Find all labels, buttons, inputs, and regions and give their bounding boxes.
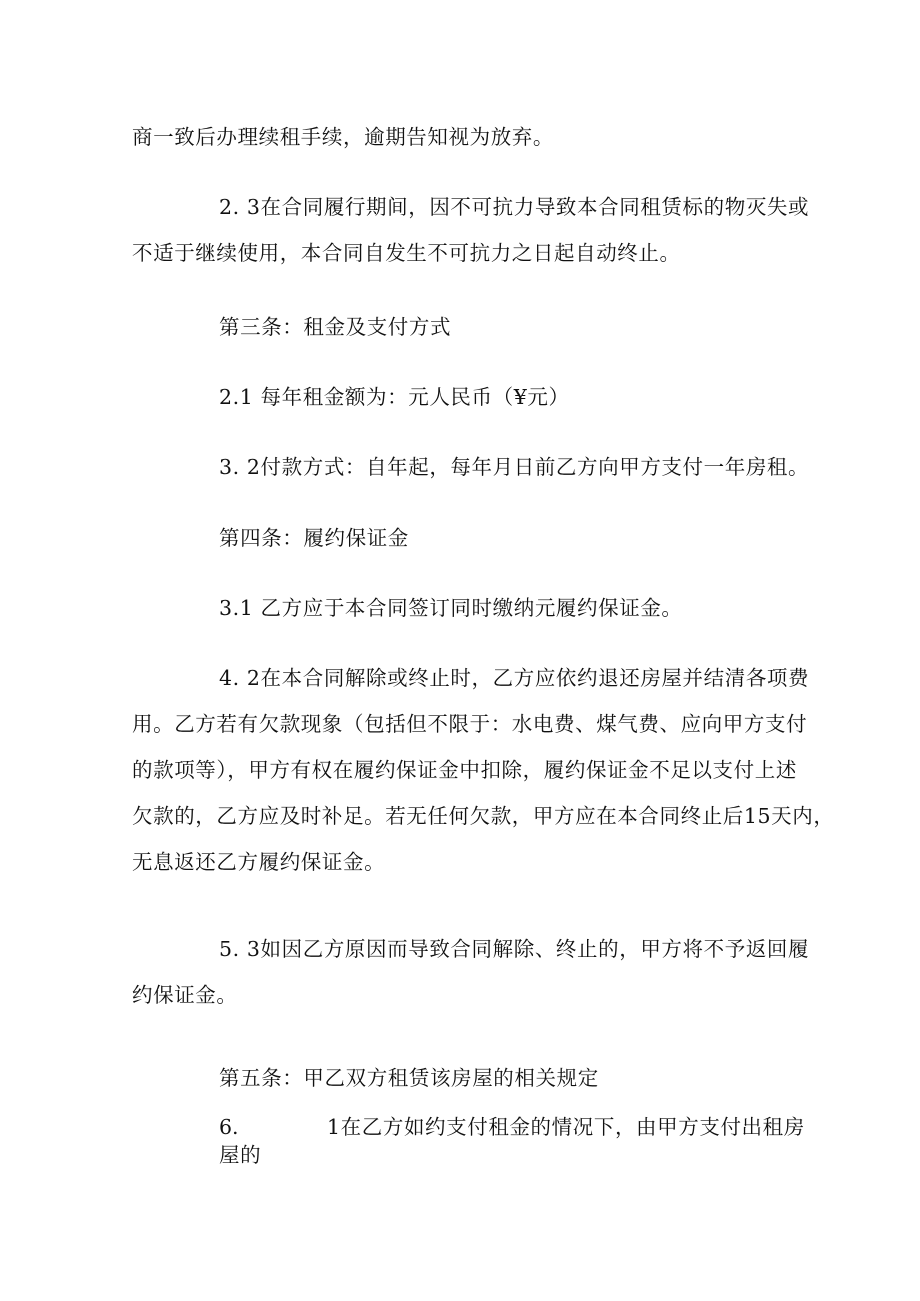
article-5-heading: 第五条：甲乙双方租赁该房屋的相关规定 — [219, 1066, 599, 1090]
clause-2-1-line: 2.1 每年租金额为：元人民币（¥元） — [219, 385, 570, 409]
paragraph-line: 欠款的，乙方应及时补足。若无任何欠款，甲方应在本合同终止后15天内， — [132, 804, 835, 828]
clause-3-1-line: 3.1 乙方应于本合同签订同时缴纳元履约保证金。 — [219, 596, 683, 620]
paragraph-line: 无息返还乙方履约保证金。 — [132, 850, 386, 874]
article-3-heading: 第三条：租金及支付方式 — [219, 315, 452, 339]
clause-3-2-line: 3. 2付款方式：自年起，每年月日前乙方向甲方支付一年房租。 — [219, 455, 810, 479]
clause-2-3-line: 2. 3在合同履行期间，因不可抗力导致本合同租赁标的物灭失或 — [219, 195, 810, 219]
clause-6-number: 6. — [219, 1115, 239, 1139]
clause-6-line: 1在乙方如约支付租金的情况下，由甲方支付出租房 — [327, 1115, 805, 1139]
paragraph-line: 的款项等），甲方有权在履约保证金中扣除，履约保证金不足以支付上述 — [132, 758, 797, 782]
paragraph-line: 商一致后办理续租手续，逾期告知视为放弃。 — [132, 125, 554, 149]
paragraph-line: 不适于继续使用，本合同自发生不可抗力之日起自动终止。 — [132, 241, 681, 265]
clause-4-2-line: 4. 2在本合同解除或终止时，乙方应依约退还房屋并结清各项费 — [219, 666, 810, 690]
paragraph-line: 约保证金。 — [132, 983, 238, 1007]
article-4-heading: 第四条：履约保证金 — [219, 526, 409, 550]
paragraph-line: 屋的 — [219, 1143, 262, 1167]
clause-5-3-line: 5. 3如因乙方原因而导致合同解除、终止的，甲方将不予返回履 — [219, 937, 810, 961]
paragraph-line: 用。乙方若有欠款现象（包括但不限于：水电费、煤气费、应向甲方支付 — [132, 712, 808, 736]
